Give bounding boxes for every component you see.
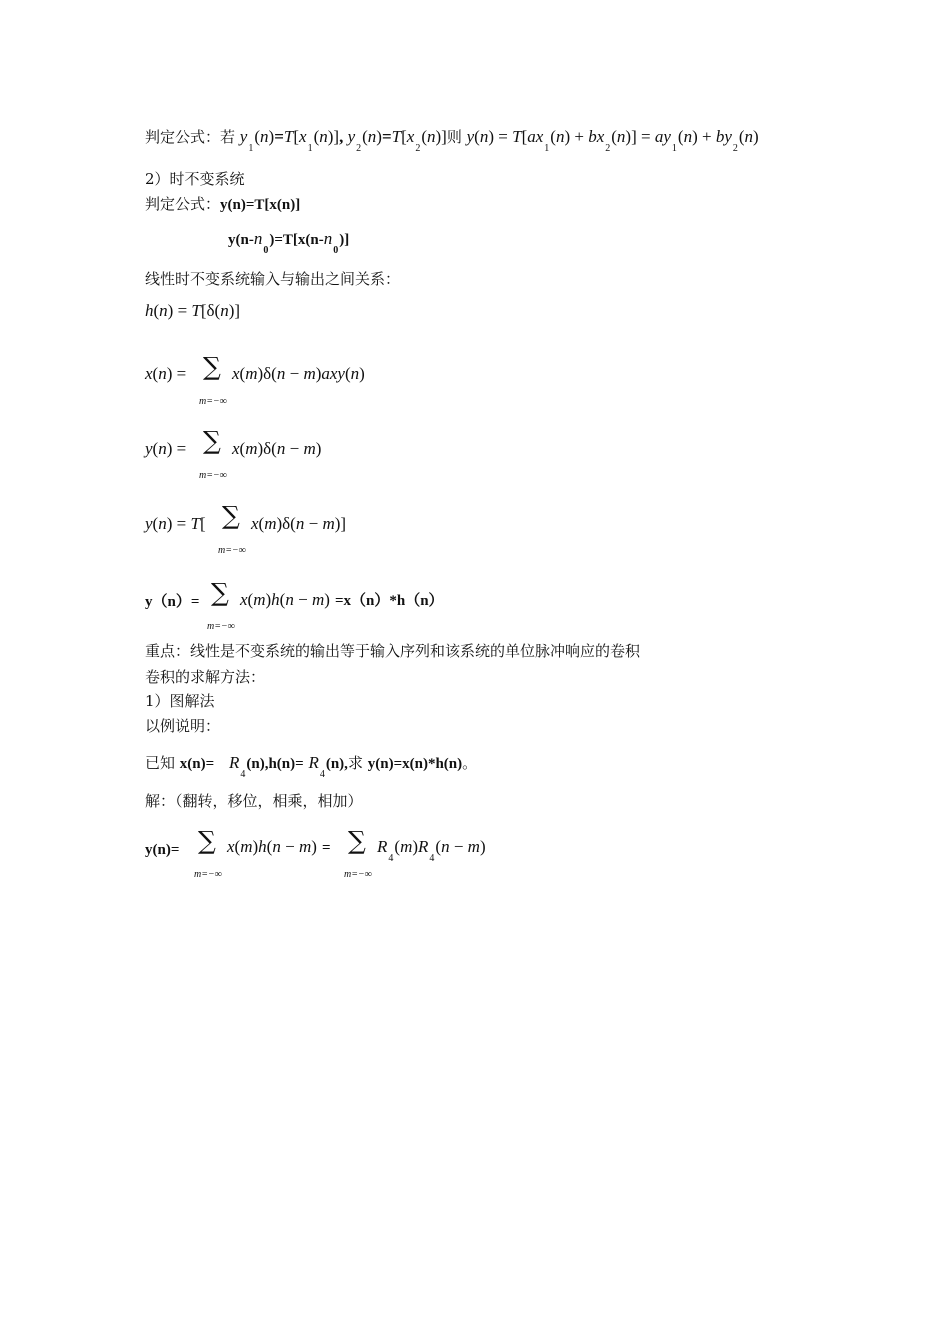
sum-symbol: ∑ bbox=[203, 426, 221, 455]
output-transform-terms: x(m)δ(n − m)] bbox=[251, 514, 347, 533]
time-invariant-formula-line bbox=[145, 195, 300, 214]
sum-symbol: ∑ bbox=[198, 826, 216, 855]
output-transform-formula: y(n) = T[ bbox=[145, 514, 206, 533]
impulse-response-formula: h(n) = T[δ(n)] bbox=[145, 301, 241, 320]
judge-label: 判定公式： bbox=[145, 195, 221, 213]
shifted-formula: $y(n-n_0)=T[x(n-n_0)]$ bbox=[228, 229, 350, 256]
linearity-label: 判定公式：若 bbox=[145, 128, 236, 146]
output-sum-terms: x(m)δ(n − m) bbox=[232, 439, 322, 458]
solution-steps: 解：（翻转，移位，相乘，相加） bbox=[145, 792, 363, 810]
sum-limit: m=−∞ bbox=[199, 396, 227, 407]
time-invariant-heading: 2）时不变系统 bbox=[145, 170, 245, 188]
sum-symbol: ∑ bbox=[211, 578, 229, 607]
example-intro: 以例说明： bbox=[145, 717, 221, 735]
sum-limit: m=−∞ bbox=[344, 869, 372, 880]
sum-limit: m=−∞ bbox=[199, 470, 227, 481]
known-word: 已知 bbox=[145, 754, 176, 772]
sum-symbol: ∑ bbox=[222, 501, 240, 530]
final-formula: y(n)= bbox=[145, 842, 180, 858]
sum-limit: m=−∞ bbox=[194, 869, 222, 880]
time-invariant-formula: y(n)=T[x(n)] bbox=[220, 197, 301, 213]
lti-relation-text: 线性时不变系统输入与输出之间关系： bbox=[145, 270, 401, 288]
linearity-formula-line bbox=[145, 127, 759, 154]
sum-limit: m=−∞ bbox=[218, 545, 246, 556]
sum-symbol: ∑ bbox=[203, 352, 221, 381]
then-word: 则 bbox=[446, 128, 462, 146]
method-graphical: 1）图解法 bbox=[145, 692, 215, 710]
final-formula-middle: x(m)h(n − m) = bbox=[227, 837, 331, 856]
convolution-terms: x(m)h(n − m) =x（n）*h（n） bbox=[240, 590, 444, 609]
convolution-formula: y（n）= bbox=[145, 594, 200, 610]
final-formula-right: $R_4(m)R_4(n - m)$ bbox=[377, 837, 486, 864]
linearity-formula-part2: $y(n) = T[ax_1(n) + bx_2(n)] = ay_1(n) + by_2(n)$ bbox=[466, 127, 759, 154]
sum-limit: m=−∞ bbox=[207, 621, 235, 632]
linearity-formula-part1: $y_1(n)=T[x_1(n)]$, $y_2(n)=T[x_2(n)]$ bbox=[239, 127, 447, 154]
input-decomposition-formula: x(n) = bbox=[145, 364, 187, 383]
known-line: 已知 $x(n)= R_4(n),h(n)= R_4(n)$,求 y(n)=x(n)*h(n)。 bbox=[145, 753, 478, 780]
shifted-formula-line bbox=[228, 229, 350, 256]
convolution-methods-text: 卷积的求解方法： bbox=[145, 668, 266, 686]
sum-symbol: ∑ bbox=[348, 826, 366, 855]
input-decomposition-terms: x(m)δ(n − m)axy(n) bbox=[232, 364, 365, 383]
emphasis-text: 重点：线性是不变系统的输出等于输入序列和该系统的单位脉冲响应的卷积 bbox=[145, 642, 641, 660]
output-sum-formula: y(n) = bbox=[145, 439, 187, 458]
